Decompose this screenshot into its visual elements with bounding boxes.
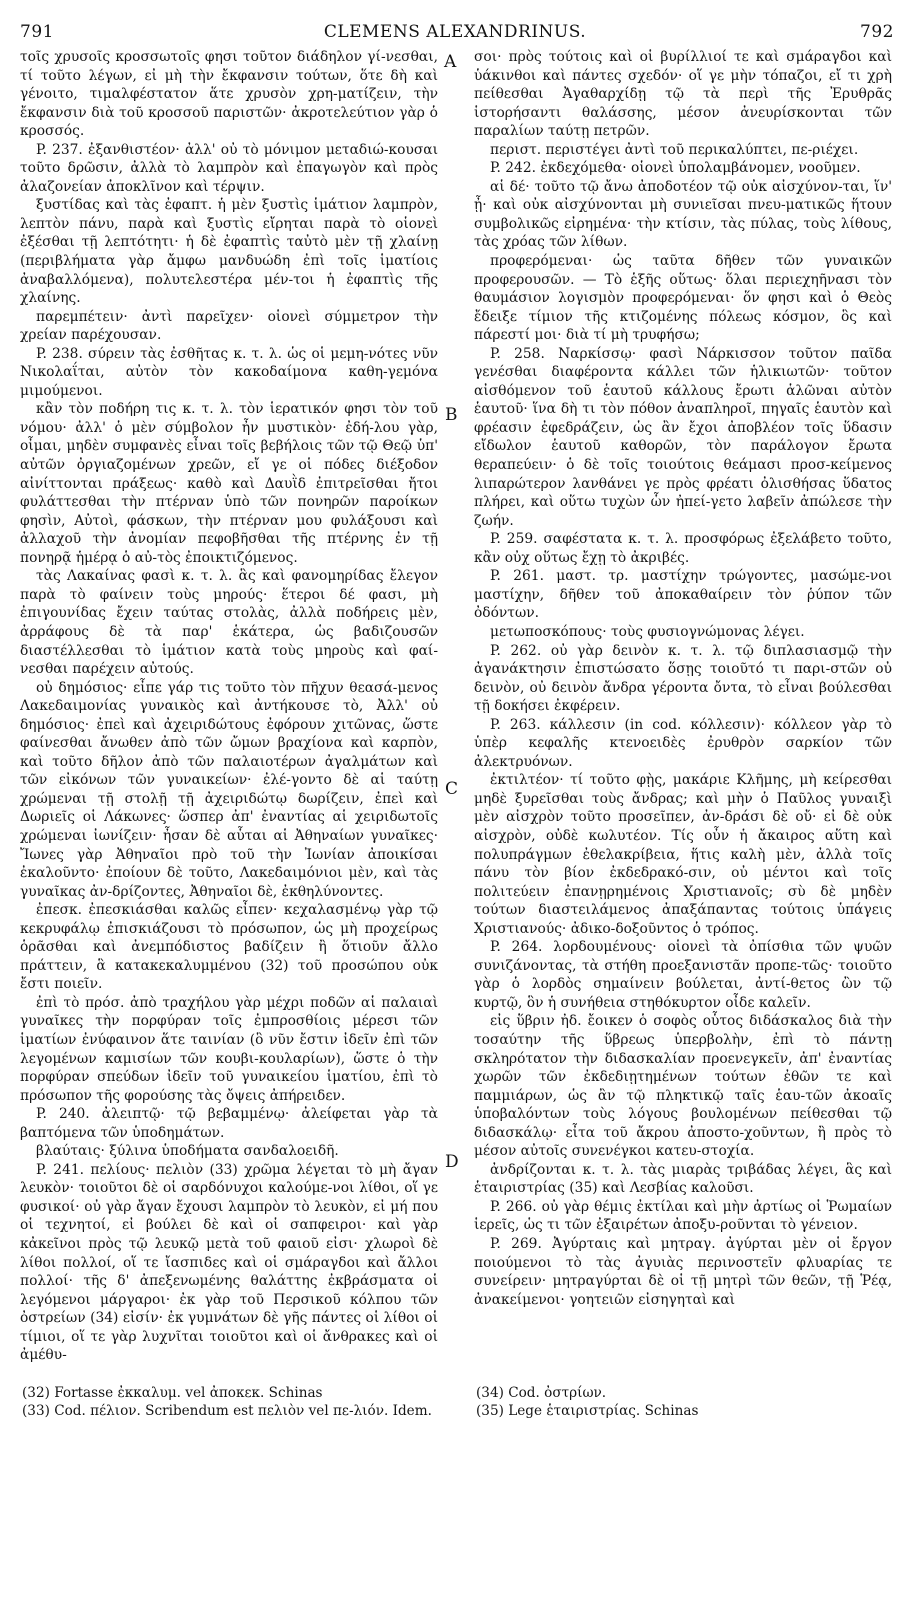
paragraph: P. 237. ἐξανθιστέον· ἀλλ' οὐ τὸ μόνιμον μεταδιώ-κουσαι τοῦτο δρῶσιν, ἀλλὰ τὸ λαμπρὸν καὶ ἐπαγωγὸν καὶ πρὸς ἀλαζονείαν ἀποκλῖνον καὶ τέρψιν. xyxy=(20,141,438,195)
right-column xyxy=(474,48,892,1309)
margin-mark-a: A xyxy=(444,52,457,72)
paragraph: ἐπὶ τὸ πρόσ. ἀπὸ τραχήλου γὰρ μέχρι ποδῶν αἱ παλαιαὶ γυναῖκες τὴν πορφύραν τοῖς ἐμπροσθίοις μέρεσι τῶν ἱματίων ἐνύφαινον ἅτε ταινίαν (ὃ νῦν ἔστιν ἰδεῖν ἐπὶ τῶν λεγομένων καμισίων τῶν κουβι-κουλαρίων), ὥστε ὁ τὴν πορφύραν σπεύδων ἰδεῖν τοῦ γυναικείου ἱματίου, ἐπὶ τὸ πρόσωπον τῆς φορούσης τὰς ὄψεις ἀπήρειδεν. xyxy=(20,994,438,1104)
paragraph: εἰς ὕβριν ἠδ. ἔοικεν ὁ σοφὸς οὗτος διδάσκαλος διὰ τὴν τοσαύτην τῆς ὕβρεως ὑπερβολὴν, ἐπὶ τὸ πάντῃ σκληρότατον τὴν διδασκαλίαν προενεγκεῖν, ἀπ' ἐναντίας χωρῶν τῶν ἐκδεδιῃτημένων τούτων ἐθῶν τε καὶ παμμιάρων, ὡς ἂν τῷ πληκτικῷ ταῖς ἑαυ-τῶν ἀκοαῖς ὑποβαλόντων τοὺς λόγους βουλομένων πείθεσθαι τῷ διδασκάλῳ· εἶτα τοῦ ἄκρου ἀποστο-χοῦντων, ἢ πρὸς τὸ μέσον αὐτοῖς συνενέγκοι κατευ-στοχία. xyxy=(474,1013,892,1160)
margin-mark-c: C xyxy=(445,779,459,799)
footnote: (33) Cod. πέλιον. Scribendum est πελιὸν vel πε-λιόν. Idem. xyxy=(22,1403,432,1420)
footnotes-left xyxy=(22,1384,442,1421)
paragraph: P. 259. σαφέστατα κ. τ. λ. προσφόρως ἐξελάβετο τοῦτο, κἂν οὐχ οὕτως ἔχῃ τὸ ἀκριβές. xyxy=(474,531,892,566)
footnotes-right xyxy=(476,1384,896,1421)
page-number-right: 792 xyxy=(860,22,894,42)
paragraph: P. 266. οὐ γὰρ θέμις ἐκτίλαι καὶ μὴν ἀρτίως οἱ Ῥωμαίων ἱερεῖς, ὡς τι τῶν ἐξαιρέτων ἀποξυ-ροῦνται τὸ γένειον. xyxy=(474,1198,892,1234)
paragraph: P. 263. κάλλεσιν (in cod. κόλλεσιν)· κόλλεον γὰρ τὸ ὑπὲρ κεφαλῆς κτενοειδὲς ἐρυθρὸν σαρκίον τῶν ἀλεκτρυόνων. xyxy=(474,716,892,770)
paragraph: προφερόμεναι· ὡς ταῦτα δῆθεν τῶν γυναικῶν προφερουσῶν. — Τὸ ἑξῆς οὕτως· ὅλαι περιεχηῆνασι τὸν θαυμάσιον λογισμὸν προφερόμεναι· ὅν φησι καὶ ὁ Θεὸς ἔδειξε τίμιον τῆς κτιζομένης πόλεως κόσμον, ὃς καὶ πάρεστί μοι· διὰ τί μὴ τρυφήσω; xyxy=(474,253,892,344)
paragraph: P. 241. πελίους· πελιὸν (33) χρῶμα λέγεται τὸ μὴ ἄγαν λευκὸν· τοιοῦτοι δὲ οἱ σαρδόνυχοι καλούμε-νοι λίθοι, οἵ γε φυσικοί· οὐ γὰρ ἄγαν ἔχουσι λαμπρὸν τὸ λευκὸν, εἰ μή που οἱ τεχνητοί, εἰ βούλει δὲ καὶ οἱ σαπφειροι· καὶ γὰρ κἀκεῖνοι πρὸς τῷ λευκῷ μετὰ τοῦ φαιοῦ εἰσι· χλωροὶ δὲ λίθοι πολλοί, οἵ τε ἴασπιδες καὶ οἱ σμάραγδοι καὶ ἄλλοι πολλοί· τῆς δ' ἀπεξενωμένης θαλάττης ἐκβράσματα οἱ λεγόμενοι μάργαροι· ἐκ γὰρ τοῦ Περσικοῦ κόλπου τῶν ὀστρείων (34) εἰσίν· ἐκ γυμνάτων δὲ γῆς πάντες οἱ λίθοι οἱ τίμιοι, οἵ τε γὰρ λυχνῖται τοιοῦτοι καὶ οἱ ἄνθρακες καὶ οἱ ἀμέθυ- xyxy=(20,1161,438,1364)
paragraph: P. 238. σύρειν τὰς ἐσθῆτας κ. τ. λ. ὡς οἱ μεμη-νότες νῦν Νικολαΐται, αὐτὸν τὸν κακοδαίμονα καθη-γεμόνα μιμούμενοι. xyxy=(20,345,438,399)
paragraph: P. 262. οὐ γὰρ δεινὸν κ. τ. λ. τῷ διπλασιασμῷ τὴν ἀγανάκτησιν ἐπιστώσατο ὅσῃς τοιοῦτό τι παρι-στῶν οὐ δεινὸν, οὐ δεινὸν ἄνδρα γέροντα ὄντα, τὸ εἶναι βούλεσθαι τῇ δοκήσει ἐκφέρειν. xyxy=(474,642,892,715)
margin-mark-d: D xyxy=(445,1152,459,1172)
paragraph: P. 269. Ἀγύρταις καὶ μητραγ. ἀγύρται μὲν οἱ ἔργον ποιούμενοι τὸ τὰς ἀγυιὰς περινοστεῖν φλυαρίας τε συνείρειν· μητραγύρται δὲ οἱ τῇ μητρὶ τῶν θεῶν, τῇ Ῥέᾳ, ἀνακείμενοι· γοητειῶν εἰσηγηταὶ καὶ xyxy=(474,1236,892,1308)
paragraph: περιστ. περιστέγει ἀντὶ τοῦ περικαλύπτει, πε-ριέχει. xyxy=(490,141,859,158)
paragraph: οὐ δημόσιος· εἶπε γάρ τις τοῦτο τὸν πῆχυν θεασά-μενος Λακεδαιμονίας γυναικὸς καὶ ἀντήκουσε τὸ, Ἀλλ' οὐ δημόσιος· ἐπεὶ καὶ ἀχειριδώτους ἐφόρουν χιτῶνας, ὥστε φαίνεσθαι ἄνωθεν ἀπὸ τῶν ὤμων βραχίονα καὶ καρπὸν, καὶ τοῦτο δῆλον ἀπὸ τῶν παλαιοτέρων ἀγαλμάτων καὶ τῶν εἰκόνων τῶν γυναικείων· ἐλέ-γοντο δὲ αἱ ταύτῃ χρώμεναι τῇ στολῇ τῇ ἀχειριδώτῳ δωρίζειν, ἐπεὶ καὶ Δωριεῖς οἱ Λάκωνες· ὥσπερ ἀπ' ἐναντίας αἱ χειριδωτοῖς χρώμεναι ἰωνίζειν· ἦσαν δὲ αὗται αἱ Ἀθηναίων γυναῖκες· Ἴωνες γὰρ Ἀθηναῖοι πρὸ τοῦ τὴν Ἰωνίαν ἀποικίσαι ἐκαλοῦντο· ἐποίουν δὲ τοῦτο, Λακεδαιμόνιοι μὲν, καὶ τὰς γυναῖκας ἀν-δρίζοντες, Ἀθηναῖοι δὲ, ἐκθηλύνοντες. xyxy=(20,679,438,900)
paragraph: P. 240. ἀλειπτῷ· τῷ βεβαμμένῳ· ἀλείφεται γὰρ τὰ βαπτόμενα τῶν ὑποδημάτων. xyxy=(20,1106,438,1141)
margin-mark-b: B xyxy=(445,405,458,425)
footnote: (32) Fortasse ἐκκαλυμ. vel ἀποκεκ. Schinas xyxy=(22,1385,323,1401)
paragraph: ἀνδρίζονται κ. τ. λ. τὰς μιαρὰς τριβάδας λέγει, ἃς καὶ ἑταιριστρίας (35) καὶ Λεσβίας καλοῦσι. xyxy=(474,1161,892,1197)
paragraph: παρεμπέτειν· ἀντὶ παρεῖχεν· οἱονεὶ σύμμετρον τὴν χρείαν παρέχουσαν. xyxy=(20,308,438,344)
paragraph: τὰς Λακαίνας φασὶ κ. τ. λ. ἃς καὶ φανομηρίδας ἔλεγον παρὰ τὸ φαίνειν τοὺς μηρούς· ἕτεροι δέ φασι, μὴ ἐπιγουνίδας ἔχειν ταύτας στολὰς, ἀλλὰ ποδήρεις μὲν, ἀρράφους δὲ τὰ παρ' ἑκάτερα, ὡς βαδιζουσῶν διαστέλλεσθαι τὸ ἱμάτιον κατὰ τοὺς μηροὺς καὶ φαί-νεσθαι παρέχειν αὐτούς. xyxy=(20,568,438,678)
paragraph: P. 264. λορδουμένους· οἱονεὶ τὰ ὀπίσθια τῶν ψυῶν συνιζάνοντας, τὰ στήθη προεξανιστᾶν προπε-τῶς· τοιοῦτο γὰρ ὁ λορδὸς σημαίνειν βούλεται, ἀντί-θετος ὢν τῷ κυρτῷ, ὃν ἡ συνήθεια στηθόκυρτον οἶδε καλεῖν. xyxy=(474,939,892,1011)
paragraph: βλαύταις· ξύλινα ὑποδήματα σανδαλοειδῆ. xyxy=(36,1143,339,1160)
paragraph: ἐπεσκ. ἐπεσκιάσθαι καλῶς εἶπεν· κεχαλασμένῳ γὰρ τῷ κεκρυφάλῳ ἐπισκιάζουσι τὸ πρόσωπον, ὡς μὴ προχείρως ὁρᾶσθαι καὶ ἀνεμπόδιστος βαδίζειν ἢ ὅτιοῦν ἄλλο πράττειν, ἃ κατακεκαλυμμένου (32) τοῦ προσώπου οὐκ ἔστι ποιεῖν. xyxy=(20,902,438,993)
running-title: CLEMENS ALEXANDRINUS. xyxy=(323,22,587,42)
paragraph: μετωποσκόπους· τοὺς φυσιογνώμονας λέγει. xyxy=(490,623,805,640)
paragraph: τοῖς χρυσοῖς κροσσωτοῖς φησι τοῦτον διάδηλον γί-νεσθαι, τί τοῦτο λέγων, εἰ μὴ τὴν ἔκφανσιν τούτων, ὅτε δὴ καὶ γένοιτο, τιμαλφέστατον ἅτε χρυσὸν χρη-ματίζειν, τὴν ἔκφανσιν διὰ τοῦ κροσσοῦ παριστῶν· ἀκροτελεύτιον γὰρ ὁ κροσσός. xyxy=(20,49,438,140)
paragraph: αἱ δέ· τοῦτο τῷ ἄνω ἀποδοτέον τῷ οὐκ αἰσχύνον-ται, ἵν' ᾖ· καὶ οὐκ αἰσχύνονται μὴ συνιεῖσαι πνευ-ματικῶς ἥτουν συμβολικῶς εἰρημένα· τὴν κτίσιν, τὰς πύλας, τοὺς λίθους, τὰς χρόας τῶν λίθων. xyxy=(474,178,892,251)
left-column xyxy=(20,48,438,1365)
footnote: (34) Cod. ὀστρίων. xyxy=(476,1385,607,1401)
footnote: (35) Lege ἑταιριστρίας. Schinas xyxy=(476,1403,699,1420)
paragraph: P. 261. μαστ. τρ. μαστίχην τρώγοντες, μασώμε-νοι μαστίχην, δῆθεν τοῦ ἀποκαθαίρειν τὸν ῥύπον τῶν ὀδόντων. xyxy=(474,568,892,622)
paragraph: P. 242. ἐκδεχόμεθα· οἱονεὶ ὑπολαμβάνομεν, νοοῦμεν. xyxy=(490,160,861,177)
paragraph: σοι· πρὸς τούτοις καὶ οἱ βυρίλλιοί τε καὶ σμάραγδοι καὶ ὑάκινθοι καὶ πάντες σχεδόν· οἵ γε μὴν τόπαζοι, εἴ τι χρὴ πείθεσθαι Ἀγαθαρχίδῃ τῷ τὰ περὶ τῆς Ἐρυθρᾶς ἱστορήσαντι θαλάσσης, μέσον ἀνευρίσκονται τῶν παραλίων ταύτῃ πετρῶν. xyxy=(474,49,892,140)
page-number-left: 791 xyxy=(20,22,54,42)
paragraph: ξυστίδας καὶ τὰς ἐφαπτ. ἡ μὲν ξυστὶς ἱμάτιον λαμπρὸν, λεπτὸν πάνυ, παρὰ καὶ ξυστὶς εἴρηται παρὰ τὸ οἱονεὶ ἐξέσθαι τῇ λεπτότητι· ἡ δὲ ἐφαπτὶς ταὐτὸ μὲν τῇ χλαίνῃ (περιβλήματα γὰρ ἄμφω μανδυώδη ἐπὶ τοῖς ἱματίοις ἀναβαλλόμενα), πολυτελεστέρα μέν-τοι ἡ ἐφαπτὶς τῆς χλαίνης. xyxy=(20,197,438,307)
paragraph: ἐκτιλτέον· τί τοῦτο φῂς, μακάριε Κλῆμης, μὴ κείρεσθαι μηδὲ ξυρεῖσθαι τοὺς ἄνδρας; καὶ μὴν ὁ Παῦλος γυναιξὶ μὲν αἰσχρὸν τοῦτο προσεῖπεν, ἀν-δράσι δὲ οὔ· εἰ δὲ οὐκ αἰσχρὸν, οὐδὲ κωλυτέον. Τίς οὖν ἡ ἄκαιρος αὕτη καὶ πολυπράγμων ἐθελακρίβεια, ἥτις καλὴ μὲν, ἀλλὰ τοῖς πάνυ τὸν βίον ἐκδεδρακό-σιν, οὐ μέντοι καὶ τοῖς πολιτεύειν ἐπανῃρημένοις Χριστιανοῖς; σὺ δὲ μηδὲν τούτων διαστειλάμενος ἀπαξάπαντας τούτοις ὑπάγεις Χριστιανούς· ἀδικο-δοξοῦντος ὁ τρόπος. xyxy=(474,772,892,937)
paragraph: κἂν τὸν ποδήρη τις κ. τ. λ. τὸν ἱερατικόν φησι τὸν τοῦ νόμου· ἀλλ' ὁ μὲν σύμβολον ἦν μυστικὸν· ἐδή-λου γὰρ, οἶμαι, μηδὲν συμφανὲς εἶναι τοῖς βεβήλοις τῶν τῷ Θεῷ ὑπ' αὐτῶν ὀργιαζομένων χρεῶν, εἴ γε οἱ πόδες διέξοδον αἰνίττονται πράξεως· καθὸ καὶ Δαυῒδ ἐπιτρεῖσθαι ἤτοι φυλάττεσθαι τὴν πτέρναν ὑπὸ τῶν πονηρῶν παροίκων φησὶν, Αὐτοὶ, φάσκων, τὴν πτέρναν μου φυλάξουσι καὶ ἀλλαχοῦ τὴν ἀνομίαν πεφοβῆσθαι τῆς πτέρνης ἐν τῇ πονηρᾷ ἡμέρᾳ ὁ αὐ-τὸς ἐποικτιζόμενος. xyxy=(20,401,438,566)
paragraph: P. 258. Ναρκίσσῳ· φασὶ Νάρκισσον τοῦτον παῖδα γενέσθαι διαφέροντα κάλλει τῶν ἡλικιωτῶν· τοῦτον αἰσθόμενον τοῦ ἑαυτοῦ κάλλους ἔρωτι ἁλῶναι αὐτὸν ἑαυτοῦ· ἵνα δὴ τι τὸν πόθον ἀναπληροῖ, πηγαῖς ἑαυτὸν καὶ φρέασιν ἐφεδράζειν, ὡς ἂν ἔχοι ἀποβλέον τοῖς ὕδασιν εἴδωλον ἑαυτοῦ καθορῶν, τὸν παράλογον ἔρωτα θεραπεύειν· ὁ δὲ τοῖς τοιούτοις θεάμασι προσ-κείμενος λιπαρώτερον λανθάνει γε πρὸς φρέατι ὀλισθήσας ὕδατος πλήρει, καὶ οὕτω τυχὼν ὧν ἠπεί-γετο λαβεῖν ἀπώλεσε τὴν ζωήν. xyxy=(474,345,892,529)
